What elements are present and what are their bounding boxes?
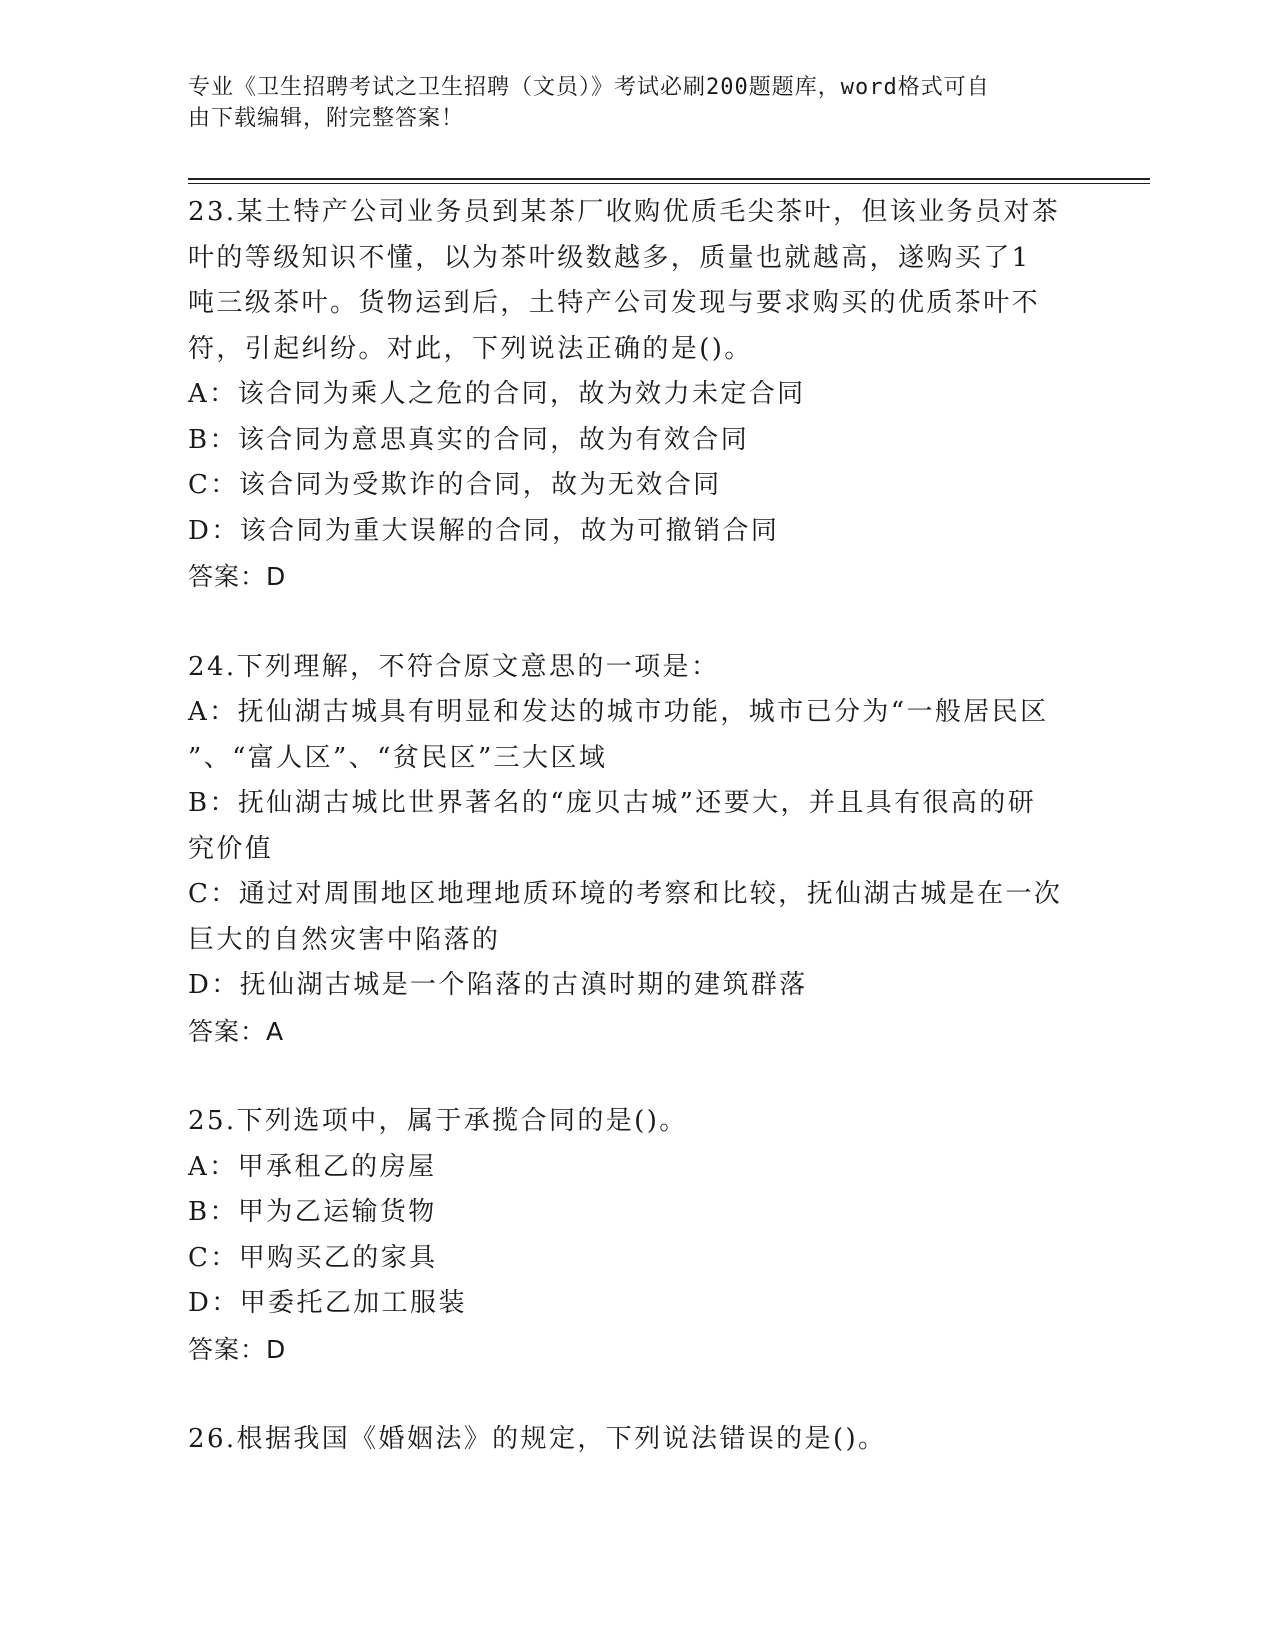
header-divider-thin [188, 183, 1150, 184]
question-stem-line: 25.下列选项中，属于承揽合同的是()。 [188, 1106, 688, 1136]
question-stem-line: 26.根据我国《婚姻法》的规定，下列说法错误的是()。 [188, 1424, 887, 1454]
option-line: C：通过对周围地区地理地质环境的考察和比较，抚仙湖古城是在一次 [188, 879, 1063, 909]
header-line-2: 由下载编辑，附完整答案！ [188, 106, 465, 131]
question-block [188, 645, 1068, 1055]
question-stem-line: 叶的等级知识不懂，以为茶叶级数越多，质量也就越高，遂购买了1 [188, 242, 1031, 273]
question-block [188, 1099, 1068, 1372]
option-line: 究价值 [188, 833, 274, 864]
option-line: C：甲购买乙的家具 [188, 1242, 438, 1273]
option-line: B：抚仙湖古城比世界著名的“庞贝古城”还要大，并且具有很高的研 [188, 788, 1037, 818]
answer-label: 答案：A [188, 1016, 285, 1046]
header-line-1: 专业《卫生招聘考试之卫生招聘（文员）》考试必刷200题题库，word格式可自 [188, 75, 990, 100]
question-block [188, 1417, 1068, 1463]
option-line: D：甲委托乙加工服装 [188, 1288, 467, 1318]
question-stem-line: 23.某土特产公司业务员到某茶厂收购优质毛尖茶叶，但该业务员对茶 [188, 197, 1061, 227]
answer-label: 答案：D [188, 1334, 287, 1364]
question-stem-line: 符，引起纠纷。对此，下列说法正确的是()。 [188, 333, 753, 364]
option-line: B：该合同为意思真实的合同，故为有效合同 [188, 424, 750, 455]
question-stem-line: 吨三级茶叶。货物运到后，土特产公司发现与要求购买的优质茶叶不 [188, 288, 1041, 318]
option-line: A：甲承租乙的房屋 [188, 1151, 437, 1182]
option-line: A：抚仙湖古城具有明显和发达的城市功能，城市已分为“一般居民区 [188, 697, 1049, 727]
option-line: 巨大的自然灾害中陷落的 [188, 924, 501, 955]
option-line: D：抚仙湖古城是一个陷落的古滇时期的建筑群落 [188, 970, 808, 1000]
option-line: A：该合同为乘人之危的合同，故为效力未定合同 [188, 379, 806, 409]
question-block [188, 190, 1068, 600]
option-line: D：该合同为重大误解的合同，故为可撤销合同 [188, 515, 780, 546]
document-header [188, 72, 1088, 134]
question-list [188, 190, 1068, 1508]
header-divider-thick [188, 178, 1150, 180]
question-stem-line: 24.下列理解，不符合原文意思的一项是： [188, 651, 720, 682]
option-line: ”、“富人区”、“贫民区”三大区域 [188, 742, 608, 773]
option-line: B：甲为乙运输货物 [188, 1197, 437, 1227]
option-line: C：该合同为受欺诈的合同，故为无效合同 [188, 470, 722, 500]
answer-label: 答案：D [188, 562, 287, 591]
